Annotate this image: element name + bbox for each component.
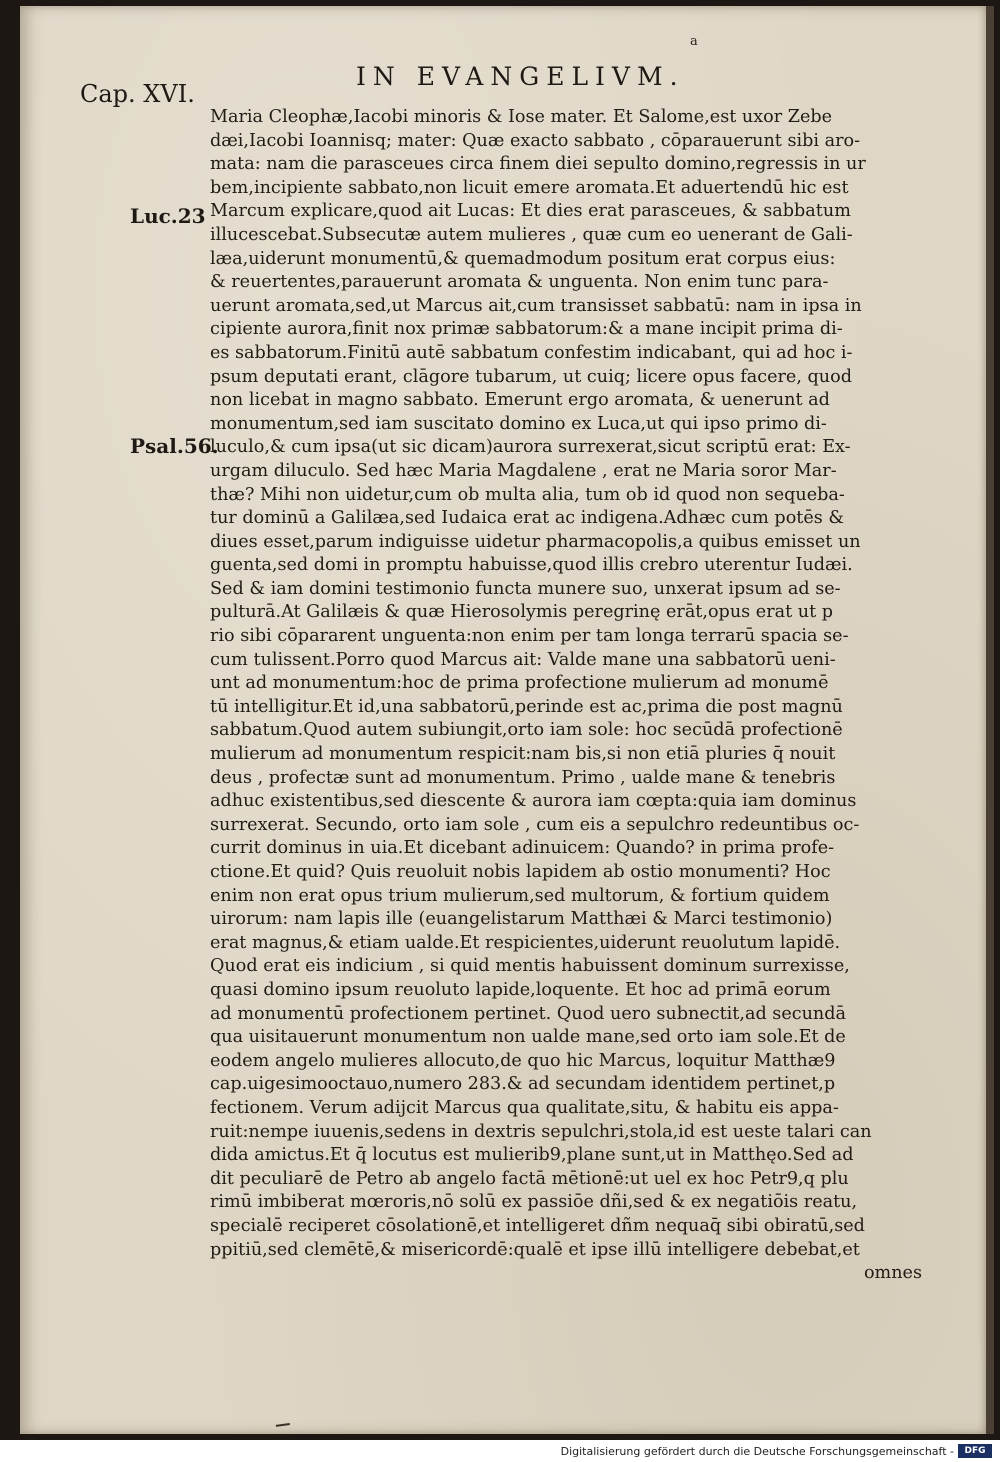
text-line: cap.uigesimooctauo,numero 283.& ad secundam identidem pertinet,p xyxy=(210,1074,836,1095)
margin-note: Psal.56. xyxy=(130,434,219,458)
text-line: currit dominus in uia.Et dicebant adinuicem: Quando? in prima profe- xyxy=(210,838,835,859)
text-line: dæi,Iacobi Ioannisq; mater: Quæ exacto sabbato , cōparauerunt sibi aro- xyxy=(210,130,861,151)
text-line: Quod erat eis indicium , si quid mentis habuissent dominum surrexisse, xyxy=(210,956,850,977)
text-line: Maria Cleophæ,Iacobi minoris & Iose mater. Et Salome,est uxor Zebe xyxy=(210,107,833,127)
footer-credit: Digitalisierung gefördert durch die Deutsche Forschungsgemeinschaft - xyxy=(560,1445,954,1458)
text-line: quasi domino ipsum reuoluto lapide,loquente. Et hoc ad primā eorum xyxy=(210,979,831,1000)
body-text xyxy=(210,106,922,1286)
footer-bar xyxy=(0,1440,1000,1462)
running-head: IN EVANGELIVM. xyxy=(356,62,685,91)
text-line: & reuertentes,parauerunt aromata & unguenta. Non enim tunc para- xyxy=(210,272,829,293)
text-line: non licebat in magno sabbato. Emerunt ergo aromata, & uenerunt ad xyxy=(210,390,830,411)
text-line: qua uisitauerunt monumentum non ualde mane,sed orto iam sole.Et de xyxy=(210,1027,846,1048)
text-line: rimū imbiberat mœroris,nō solū ex passiōe dñi,sed & ex negatiōis reatu, xyxy=(210,1192,858,1213)
text-line: sabbatum.Quod autem subiungit,orto iam sole: hoc secūdā profectionē xyxy=(210,720,843,741)
text-line: guenta,sed domi in promptu habuisse,quod illis crebro uterentur Iudæi. xyxy=(210,555,853,576)
text-line: ruit:nempe iuuenis,sedens in dextris sepulchri,stola,id est ueste talari can xyxy=(210,1121,872,1142)
text-line: monumentum,sed iam suscitato domino ex Luca,ut qui ipso primo di- xyxy=(210,413,827,434)
margin-note: Luc.23 xyxy=(130,204,206,228)
text-line: ctione.Et quid? Quis reuoluit nobis lapidem ab ostio monumenti? Hoc xyxy=(210,862,831,882)
text-line: surrexerat. Secundo, orto iam sole , cum eis a sepulchro redeuntibus oc- xyxy=(210,814,860,835)
text-line: unt ad monumentum:hoc de prima profectione mulierum ad monumē xyxy=(210,673,829,694)
text-line: uerunt aromata,sed,ut Marcus ait,cum transisset sabbatū: nam in ipsa in xyxy=(210,295,862,316)
text-line: deus , profectæ sunt ad monumentum. Primo , ualde mane & tenebris xyxy=(210,767,836,788)
dfg-logo[interactable]: DFG xyxy=(958,1444,992,1458)
text-line: Sed & iam domini testimonio functa munere suo, unxerat ipsum ad se- xyxy=(210,578,841,599)
text-line: es sabbatorum.Finitū autē sabbatum confestim indicabant, qui ad hoc i- xyxy=(210,342,853,363)
text-line: cum tulissent.Porro quod Marcus ait: Valde mane una sabbatorū ueni- xyxy=(210,649,836,670)
text-line: tur dominū a Galilæa,sed Iudaica erat ac indigena.Adhæc cum potēs & xyxy=(210,508,845,529)
text-line: psum deputati erant, clāgore tubarum, ut cuiq; licere opus facere, quod xyxy=(210,366,852,387)
signature-mark: a xyxy=(690,34,698,49)
text-line: fectionem. Verum adijcit Marcus qua qualitate,situ, & habitu eis appa- xyxy=(210,1097,839,1118)
text-line: illucescebat.Subsecutæ autem mulieres , quæ cum eo uenerant de Gali- xyxy=(210,224,853,245)
text-line: ad monumentū profectionem pertinet. Quod uero subnectit,ad secundā xyxy=(210,1003,847,1024)
text-line: dida amictus.Et q̄ locutus est mulierib9,plane sunt,ut in Matthęo.Sed ad xyxy=(210,1145,854,1166)
text-line: rio sibi cōpararent unguenta:non enim per tam longa terrarū spacia se- xyxy=(210,626,849,647)
page-mark xyxy=(274,1411,290,1427)
text-line: adhuc existentibus,sed diescente & aurora iam cœpta:quia iam dominus xyxy=(210,791,857,812)
text-line: Marcum explicare,quod ait Lucas: Et dies erat parasceues, & sabbatum xyxy=(210,201,851,222)
text-line: tū intelligitur.Et id,una sabbatorū,perinde est ac,prima die post magnū xyxy=(210,696,843,717)
text-line: luculo,& cum ipsa(ut sic dicam)aurora surrexerat,sicut scriptū erat: Ex- xyxy=(210,437,851,458)
text-line: mulierum ad monumentum respicit:nam bis,si non etiā pluries q̄ nouit xyxy=(210,744,836,765)
text-line: cipiente aurora,finit nox primæ sabbatorum:& a mane incipit prima di- xyxy=(210,319,843,340)
text-line: dit peculiarē de Petro ab angelo factā mētionē:ut uel ex hoc Petr9,q plu xyxy=(210,1168,849,1189)
text-line: pulturā.At Galilæis & quæ Hierosolymis peregrinę erāt,opus erat ut p xyxy=(210,602,834,623)
page-edge xyxy=(986,6,994,1434)
text-line: bem,incipiente sabbato,non licuit emere aromata.Et aduertendū hic est xyxy=(210,177,849,198)
chapter-label: Cap. XVI. xyxy=(80,80,195,108)
text-line: specialē reciperet cōsolationē,et intelligeret dñm nequaq̄ sibi obiratū,sed xyxy=(210,1215,865,1236)
text-line: mata: nam die parasceues circa finem diei sepulto domino,regressis in ur xyxy=(210,154,866,175)
text-line: diues esset,parum indiguisse uidetur pharmacopolis,a quibus emisset un xyxy=(210,531,861,552)
text-line: læa,uiderunt monumentū,& quemadmodum positum erat corpus eius: xyxy=(210,248,836,269)
text-line: ppitiū,sed clemētē,& misericordē:qualē et ipse illū intelligere debebat,et xyxy=(210,1239,860,1260)
text-line: erat magnus,& etiam ualde.Et respicientes,uiderunt reuolutum lapidē. xyxy=(210,932,841,953)
text-line: enim non erat opus trium mulierum,sed multorum, & fortium quidem xyxy=(210,885,830,906)
text-line: thæ? Mihi non uidetur,cum ob multa alia, tum ob id quod non sequeba- xyxy=(210,484,845,505)
text-line: uirorum: nam lapis ille (euangelistarum Matthæi & Marci testimonio) xyxy=(210,909,833,930)
text-line: urgam diluculo. Sed hæc Maria Magdalene , erat ne Maria soror Mar- xyxy=(210,460,837,481)
text-line: eodem angelo mulieres allocuto,de quo hic Marcus, loquitur Matthæ9 xyxy=(210,1050,836,1071)
text-line: omnes xyxy=(863,1263,922,1284)
